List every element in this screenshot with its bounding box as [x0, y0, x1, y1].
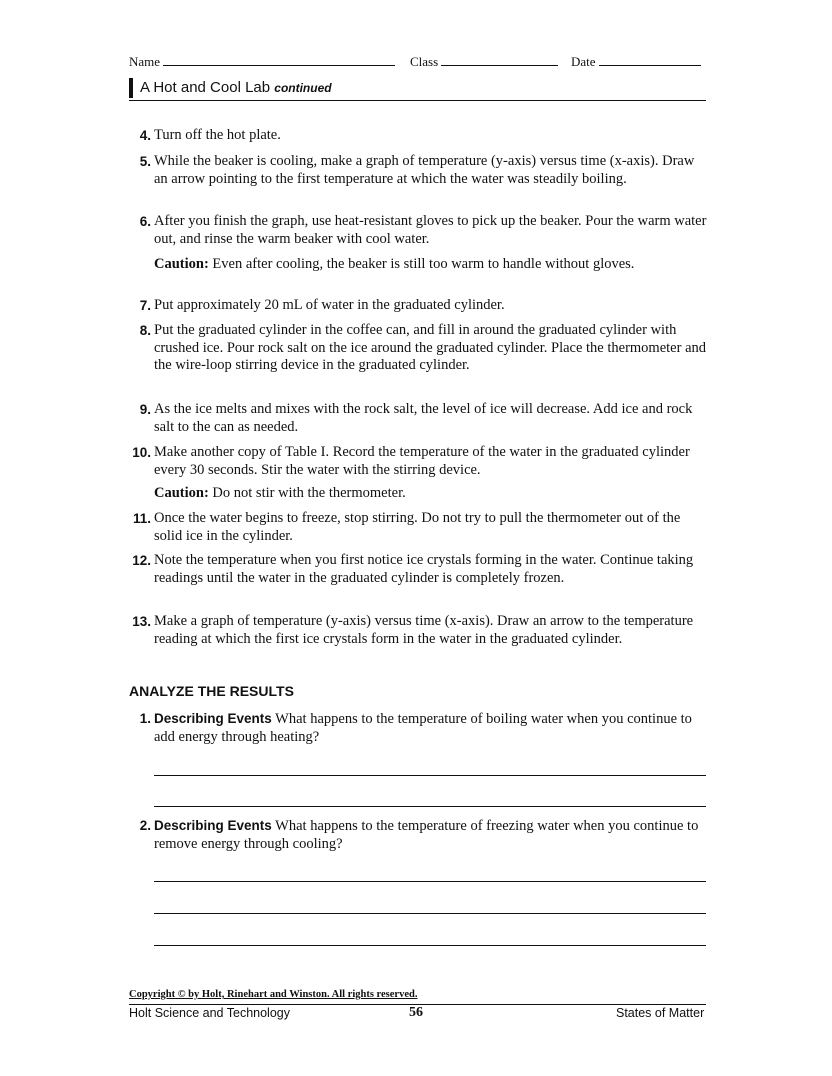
caution-label: Caution: [154, 256, 209, 272]
caution-text: Even after cooling, the beaker is still too warm to handle without gloves. [212, 256, 635, 272]
step-text: After you finish the graph, use heat-resistant gloves to pick up the beaker. Pour the warm water out, and rinse the warm beaker with cool water. [154, 213, 707, 247]
title-text: A Hot and Cool Lab [140, 79, 271, 96]
name-label: Name [129, 54, 161, 69]
caution-2 [154, 485, 704, 503]
step-text: Once the water begins to freeze, stop stirring. Do not try to pull the thermometer out of the solid ice in the cylinder. [154, 510, 681, 544]
date-field[interactable] [571, 54, 701, 70]
step-text: Put approximately 20 mL of water in the graduated cylinder. [154, 297, 505, 313]
question-number: 1. [139, 711, 151, 726]
caution-label: Caution: [154, 485, 209, 501]
answer-line[interactable] [154, 913, 706, 914]
answer-line[interactable] [154, 881, 706, 882]
title-marker [129, 78, 133, 98]
subject: States of Matter [616, 1006, 705, 1020]
step-number: 10. [132, 445, 151, 460]
caution-text: Do not stir with the thermometer. [212, 485, 406, 501]
class-label: Class [410, 54, 439, 69]
step-number: 7. [139, 298, 151, 313]
copyright: Copyright © by Holt, Rinehart and Winston. All rights reserved. [129, 989, 418, 1000]
step-text: Turn off the hot plate. [154, 127, 281, 143]
question-label: Describing Events [154, 711, 272, 726]
step-number: 9. [139, 402, 151, 417]
section-heading: ANALYZE THE RESULTS [129, 683, 294, 699]
answer-line[interactable] [154, 806, 706, 807]
question-text: What happens to the temperature of freezing water when you continue to remove energy through cooling? [154, 818, 699, 852]
step-number: 12. [132, 553, 151, 568]
title-suffix: continued [274, 81, 332, 95]
publisher: Holt Science and Technology [129, 1006, 290, 1020]
step-text: As the ice melts and mixes with the rock salt, the level of ice will decrease. Add ice and rock salt to the can as needed. [154, 401, 693, 435]
lab-title-bar [129, 76, 706, 101]
date-line[interactable] [599, 65, 701, 66]
step-text: Put the graduated cylinder in the coffee can, and fill in around the graduated cylinder with crushed ice. Pour rock salt on the ice around the graduated cylinder. Place the thermometer and the wire-loop stirring device in the graduated cylinder. [154, 322, 707, 373]
page-title [140, 79, 332, 96]
step-number: 11. [132, 511, 151, 526]
page-number: 56 [409, 1005, 423, 1020]
step-number: 4. [139, 128, 151, 143]
caution-1 [154, 256, 704, 274]
name-field[interactable] [129, 54, 395, 70]
step-text: Make a graph of temperature (y-axis) versus time (x-axis). Draw an arrow to the temperature reading at which the first ice crystals form in the water in the graduated cylinder. [154, 613, 694, 647]
question-number: 2. [139, 818, 151, 833]
step-number: 13. [132, 614, 151, 629]
step-number: 6. [139, 214, 151, 229]
step-text: Make another copy of Table I. Record the temperature of the water in the graduated cylinder every 30 seconds. Stir the water with the stirring device. [154, 444, 690, 478]
question-text: What happens to the temperature of boiling water when you continue to add energy through heating? [154, 711, 692, 745]
answer-line[interactable] [154, 945, 706, 946]
question-body [154, 710, 709, 746]
answer-line[interactable] [154, 775, 706, 776]
class-field[interactable] [410, 54, 558, 70]
question-label: Describing Events [154, 818, 272, 833]
name-line[interactable] [163, 65, 395, 66]
step-text: While the beaker is cooling, make a graph of temperature (y-axis) versus time (x-axis). Draw an arrow pointing to the first temperature at which the water was steadily boiling. [154, 153, 695, 187]
step-text: Note the temperature when you first notice ice crystals forming in the water. Continue taking readings until the water in the graduated cylinder is completely frozen. [154, 552, 694, 586]
class-line[interactable] [441, 65, 558, 66]
step-number: 8. [139, 323, 151, 338]
step-number: 5. [139, 154, 151, 169]
date-label: Date [571, 54, 596, 69]
question-body [154, 817, 709, 853]
